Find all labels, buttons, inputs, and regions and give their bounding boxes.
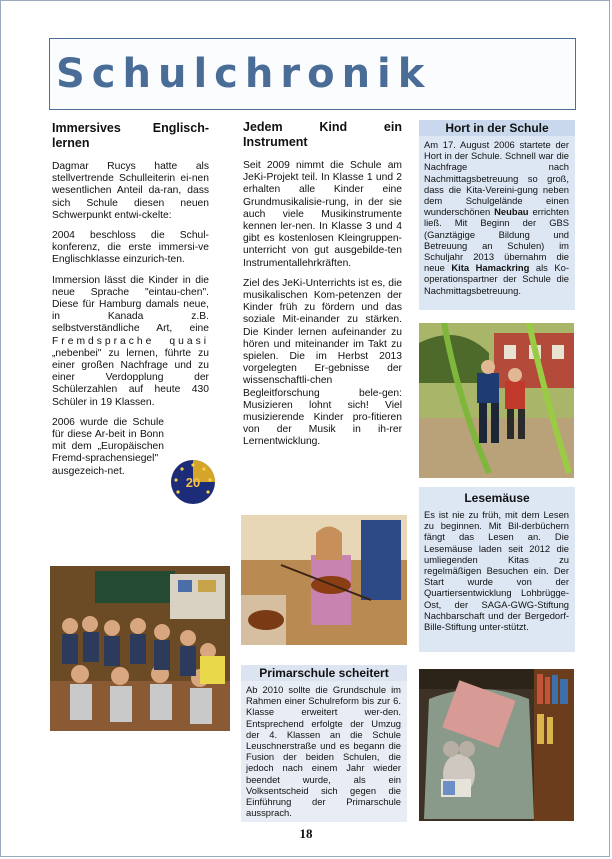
sidebar-box-primarschule bbox=[241, 665, 407, 822]
article-paragraph bbox=[52, 275, 209, 409]
article-heading: Jedem Kind ein Instrument bbox=[243, 120, 402, 149]
text-run: als Ko-operationspartner der Schule die Nachmittagsbetreuung. bbox=[424, 262, 569, 296]
box-text: Es ist nie zu früh, mit dem Lesen zu beginnen. Mit Bil-derbüchern fängt das Lesen an. Die Lesemäuse laden seit 2012 die umliegenden Kitas zu regelmäßigen Besuchen ein. Der Start wurde von der Quartiersentwicklung Lohbrügge-Ost, der SAGA-GWG-Stiftung Nachbarschaft und der Bergedorf-Bille-Stiftung unter-stützt. bbox=[424, 509, 569, 633]
article-paragraph: 2004 beschloss die Schul-konferenz, die erste immersi-ve Englischklasse einzurich-ten. bbox=[52, 230, 209, 266]
page-title: Schulchronik bbox=[56, 51, 432, 97]
page-number: 18 bbox=[299, 826, 313, 841]
bold-text-run: Kita Hamackring bbox=[451, 262, 530, 274]
violin-photo bbox=[241, 515, 407, 645]
masthead bbox=[49, 38, 576, 110]
logo-text: 20 bbox=[185, 475, 201, 490]
box-heading: Lesemäuse bbox=[419, 487, 575, 506]
box-heading: Hort in der Schule bbox=[419, 120, 575, 136]
article-paragraph: Ziel des JeKi-Unterrichts ist es, die musikalischen Kom-petenzen der Kinder früh zu fördern und das soziale Mit-einander zu stärken. Die Kinder lernen aufeinander zu hören und miteinander im Takt zu spielen. Die im Herbst 2013 vorgelegten Er-gebnisse der wissenschaftli-chen Begleitforschung bele-gen: Musizieren lohnt sich! Viel musizierende Kinder pro-fitieren von der Musik in ih-rer Lernentwicklung. bbox=[243, 277, 402, 448]
article-immersion bbox=[52, 121, 209, 486]
text-run: Immersion lässt die Kinder in die neue Sprache "eintau-chen". Diese für Hamburg damals neue, in Kanada z.B. selbstverständliche Art, eine bbox=[52, 274, 209, 335]
text-run: errichten ließ. Mit Beginn der GBS (Ganztägige Bildung und Betreuung an Schulen) im Schuljahr 2013 übernahm die neue bbox=[424, 206, 569, 274]
sidebar-box-lesemaeuse bbox=[419, 487, 575, 652]
box-text: Ab 2010 sollte die Grundschule im Rahmen einer Schulreform bis zur 6. Klasse erweitert wer-den. Entsprechend erfolgte der Umzug der 4. Klassen an die Schule Leuschnerstraße und es begann die Fusion der beiden Schulen, die jedoch nach einem Jahr wieder beendet wurde, als ein Volksentscheid sich gegen die Einführung der Primarschule aussprach. bbox=[246, 684, 401, 819]
language-seal-logo bbox=[169, 458, 217, 506]
classroom-photo bbox=[50, 566, 230, 731]
article-instrument bbox=[243, 120, 402, 457]
spaced-text-run: Fremdsprache quasi bbox=[52, 335, 209, 347]
article-paragraph: 2006 wurde die Schule für diese Ar-beit in Bonn mit dem „Europäischen Fremd-sprachensiegel" ausgezeich-net. bbox=[52, 416, 164, 477]
article-paragraph: Dagmar Rucys hatte als stellvertrende Schulleiterin ei-nen wesentlichen Anteil da-ran, dass sich Schule diesen neuen Schwerpunkt entwi-ckelte: bbox=[52, 161, 209, 221]
reading-mouse-photo bbox=[419, 669, 574, 821]
text-run: Am 17. August 2006 startete der Hort in der Schule. Schnell war die Nachfrage nach Nachmittagsbetreuung so groß, dass die Kita-Vereini-gung neben dem Schulgelände einen wunderschönen bbox=[424, 139, 569, 218]
article-heading: Immersives Englisch-lernen bbox=[52, 121, 209, 150]
box-heading: Primarschule scheitert bbox=[241, 665, 407, 681]
bold-text-run: Neubau bbox=[494, 206, 529, 218]
playground-photo bbox=[419, 323, 574, 478]
article-paragraph: Seit 2009 nimmt die Schule am JeKi-Projekt teil. In Klasse 1 und 2 erhalten alle Kinder eine Grundmusikalisie-rung, in der sie auch viele Musikinstrumente kennen ler-nen. In Klasse 3 und 4 gibt es kostenlosen Kleingruppen-unterricht von gut ausgebilde-ten Instrumentallehrkräften. bbox=[243, 160, 402, 269]
sidebar-box-hort bbox=[419, 120, 575, 310]
box-text bbox=[419, 136, 575, 302]
text-run: „nebenbei" zu lernen, führte zu einer großen Nachfrage und zu einer Verdopplung der Schülerzahlen auf heute 430 Schüler in 19 Klassen. bbox=[52, 347, 209, 408]
